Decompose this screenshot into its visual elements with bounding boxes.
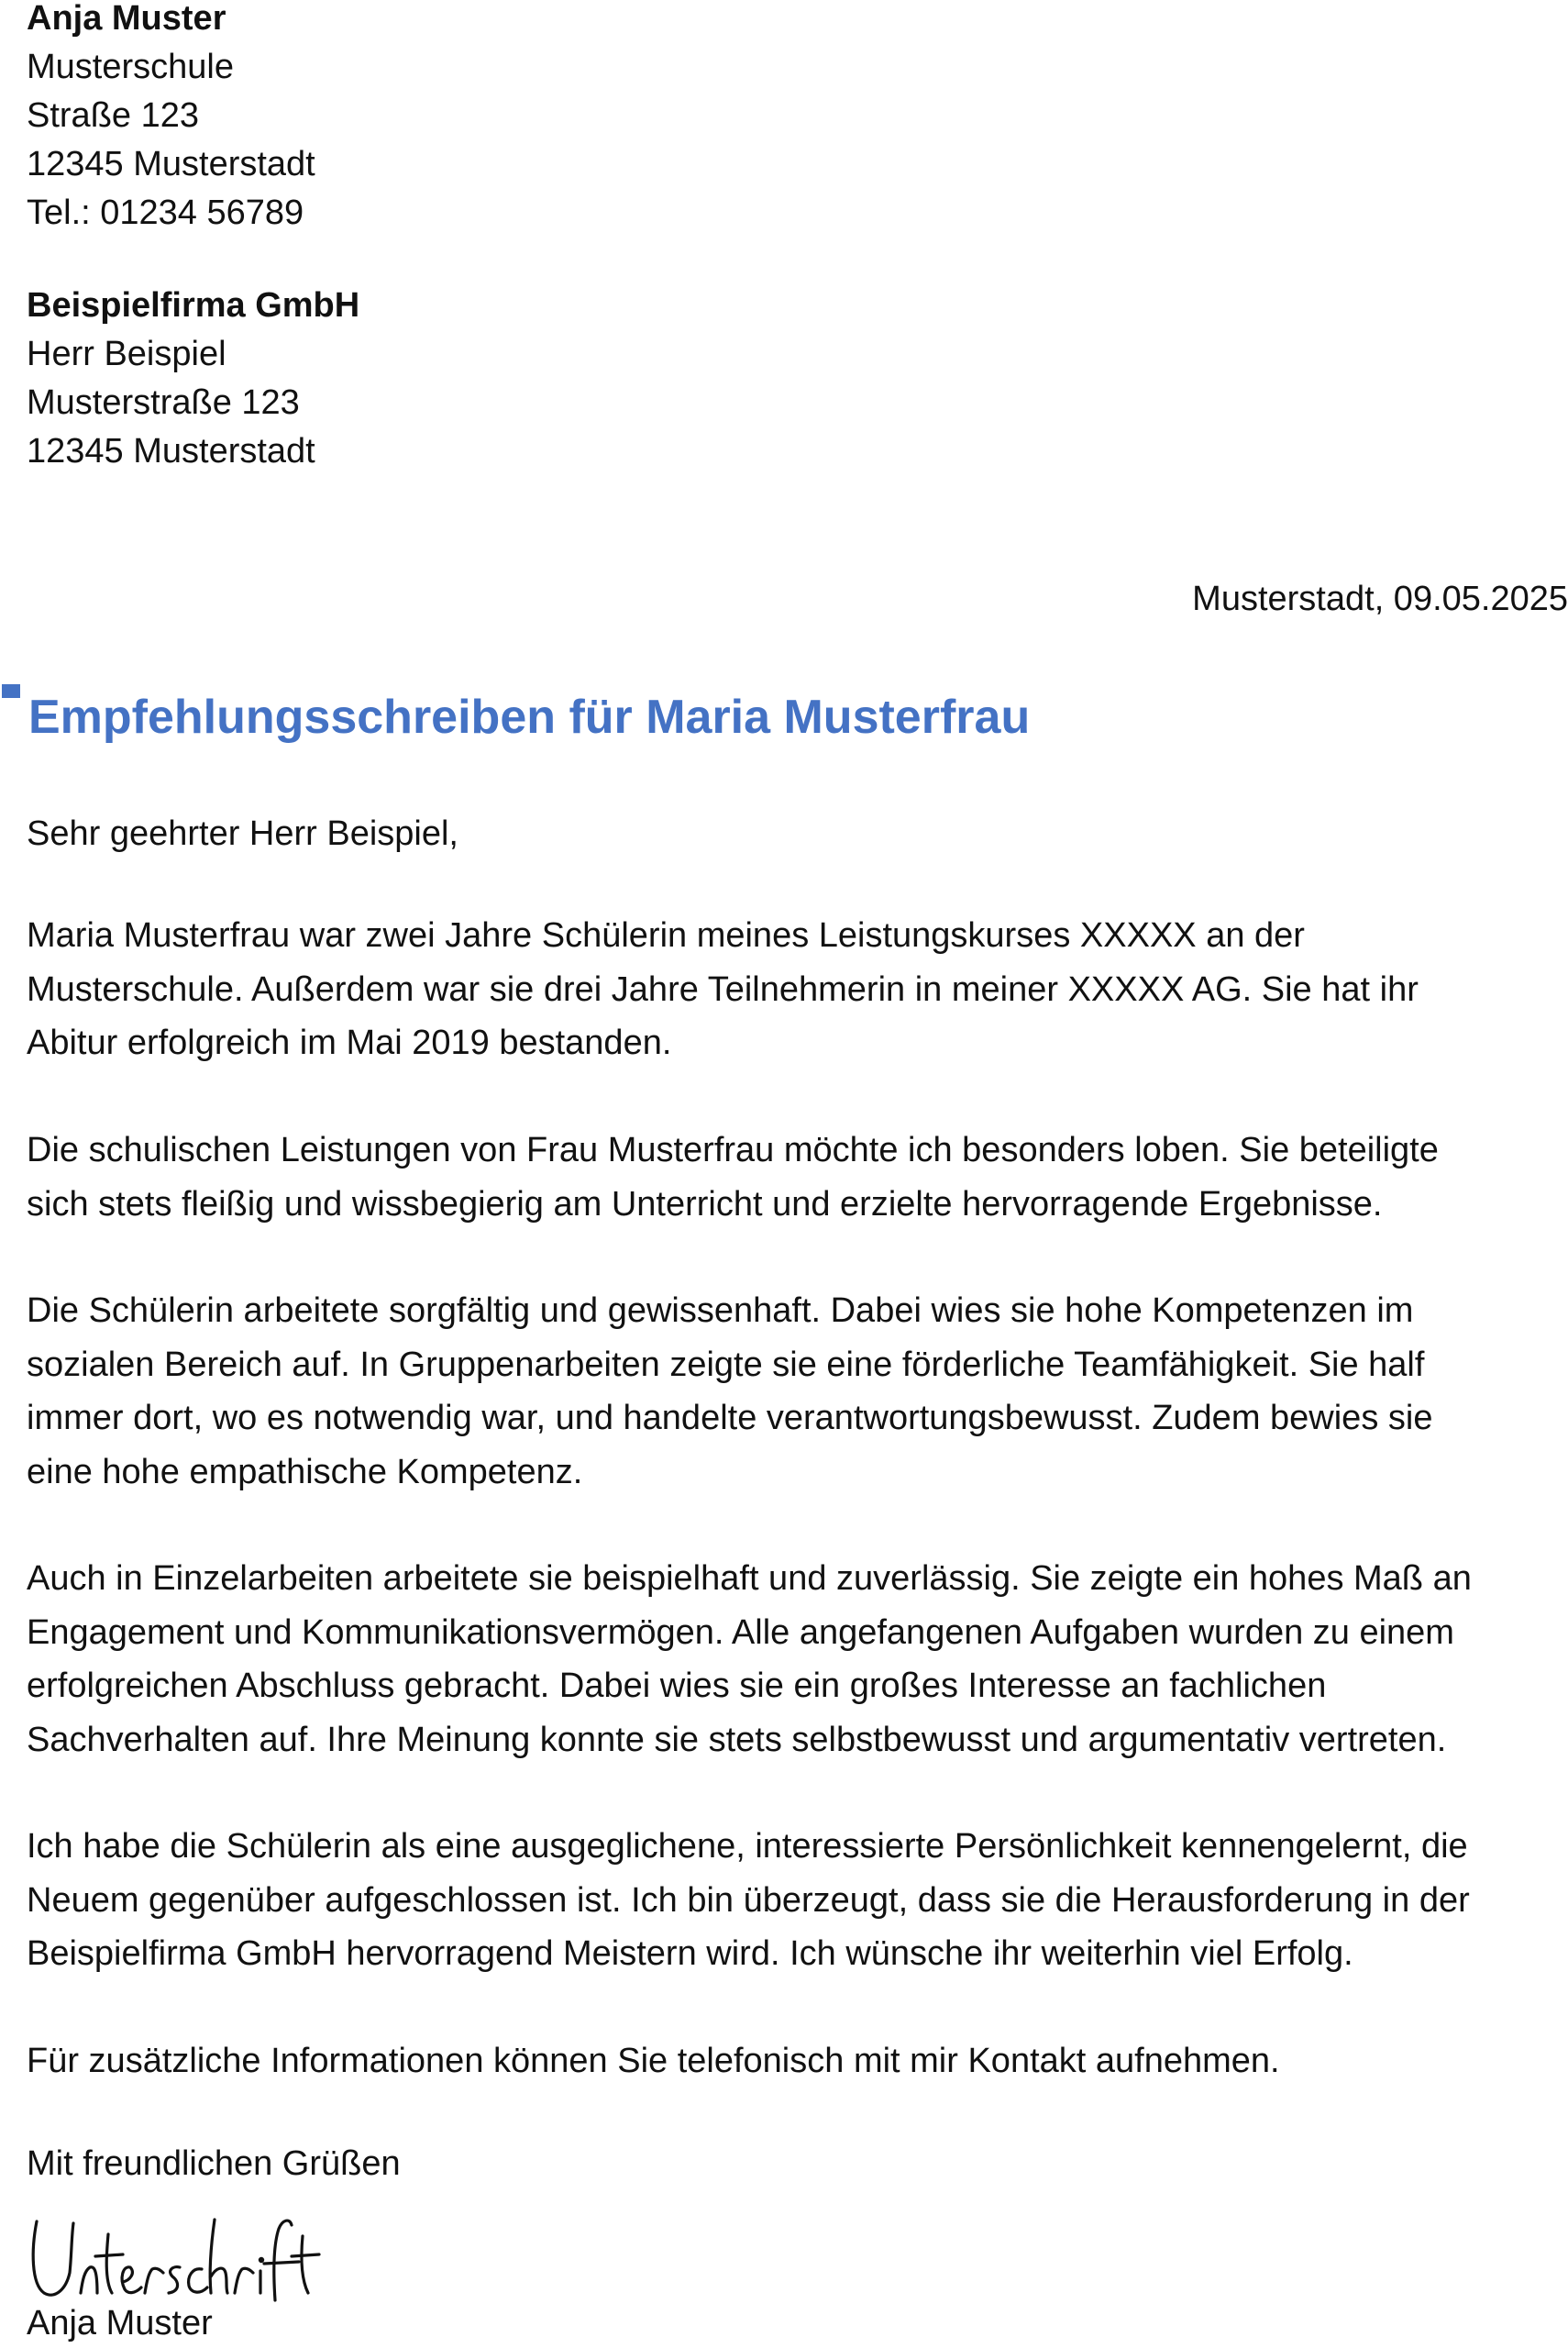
sender-address-block: [27, 0, 315, 238]
heading-marker: [2, 684, 20, 698]
paragraph-line: erfolgreichen Abschluss gebracht. Dabei wies sie ein großes Interesse an fachlichen: [27, 1667, 1327, 1705]
signer-name: Anja Muster: [27, 2304, 213, 2342]
paragraph-line: Engagement und Kommunikationsvermögen. Alle angefangenen Aufgaben wurden zu einem: [27, 1612, 1454, 1652]
paragraph-line: Die Schülerin arbeitete sorgfältig und gewissenhaft. Dabei wies sie hohe Kompetenzen im: [27, 1291, 1414, 1330]
paragraph-line: Sachverhalten auf. Ihre Meinung konnte sie stets selbstbewusst und argumentativ vertreten.: [27, 1720, 1447, 1759]
paragraph-line: Auch in Einzelarbeiten arbeitete sie beispielhaft und zuverlässig. Sie zeigte ein hohes Maß an: [27, 1559, 1472, 1598]
body-paragraph: [27, 1124, 1549, 1231]
sender-school: Musterschule: [27, 48, 234, 86]
recipient-address-block: [27, 282, 359, 476]
paragraph-line: Für zusätzliche Informationen können Sie telefonisch mit mir Kontakt aufnehmen.: [27, 2042, 1280, 2080]
body-paragraph: [27, 2034, 1549, 2088]
body-paragraph: [27, 1820, 1549, 1981]
recipient-street: Musterstraße 123: [27, 383, 300, 422]
paragraph-line: Neuem gegenüber aufgeschlossen ist. Ich bin überzeugt, dass sie die Herausforderung in der: [27, 1880, 1470, 1920]
paragraph-line: Beispielfirma GmbH hervorragend Meistern wird. Ich wünsche ihr weiterhin viel Erfolg.: [27, 1934, 1353, 1973]
paragraph-line: Ich habe die Schülerin als eine ausgeglichene, interessierte Persönlichkeit kennengelernt, die: [27, 1827, 1468, 1866]
body-paragraph: [27, 909, 1549, 1070]
recipient-company: Beispielfirma GmbH: [27, 286, 360, 325]
subject-heading: Empfehlungsschreiben für Maria Musterfrau: [28, 691, 1031, 744]
sender-street: Straße 123: [27, 96, 199, 135]
paragraph-line: immer dort, wo es notwendig war, und handelte verantwortungsbewusst. Zudem bewies sie: [27, 1399, 1433, 1437]
sender-city: 12345 Musterstadt: [27, 145, 315, 183]
recipient-city: 12345 Musterstadt: [27, 432, 315, 471]
sender-name: Anja Muster: [27, 0, 226, 38]
paragraph-line: Maria Musterfrau war zwei Jahre Schülerin meines Leistungskurses XXXXX an der: [27, 916, 1305, 955]
handwritten-signature: [28, 2209, 321, 2308]
closing-line: Mit freundlichen Grüßen: [27, 2144, 401, 2183]
paragraph-line: eine hohe empathische Kompetenz.: [27, 1452, 583, 1491]
body-paragraph: [27, 1284, 1549, 1499]
date-line: Musterstadt, 09.05.2025: [1192, 580, 1568, 618]
body-paragraph: [27, 1552, 1549, 1767]
recipient-contact: Herr Beispiel: [27, 335, 226, 373]
paragraph-line: Musterschule. Außerdem war sie drei Jahre Teilnehmerin in meiner XXXXX AG. Sie hat ihr: [27, 969, 1419, 1009]
sender-phone: Tel.: 01234 56789: [27, 194, 304, 232]
paragraph-line: Abitur erfolgreich im Mai 2019 bestanden.: [27, 1024, 672, 1062]
paragraph-line: sich stets fleißig und wissbegierig am Unterricht und erzielte hervorragende Ergebnisse.: [27, 1184, 1383, 1224]
paragraph-line: Die schulischen Leistungen von Frau Musterfrau möchte ich besonders loben. Sie beteiligte: [27, 1131, 1439, 1169]
paragraph-line: sozialen Bereich auf. In Gruppenarbeiten zeigte sie eine förderliche Teamfähigkeit. Sie half: [27, 1345, 1425, 1384]
salutation: Sehr geehrter Herr Beispiel,: [27, 814, 458, 853]
